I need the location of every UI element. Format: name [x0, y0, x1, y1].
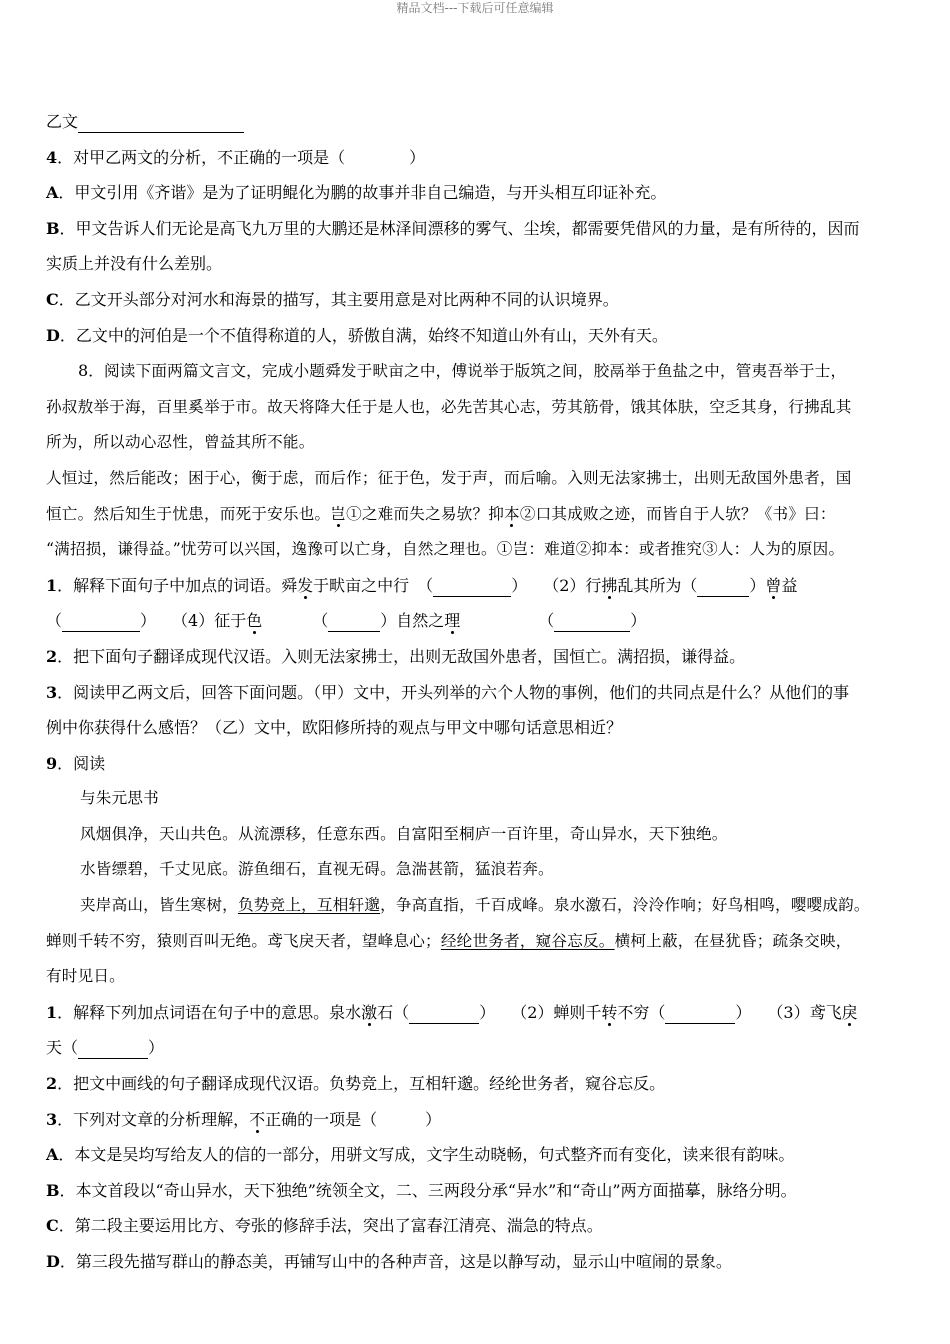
- answer-blank: [554, 609, 630, 632]
- question-text: ） （2）行: [511, 575, 602, 595]
- option-text: ．乙文中的河伯是一个不值得称道的人，骄傲自满，始终不知道山外有山，天外有天。: [59, 325, 668, 345]
- question-4: [46, 140, 916, 176]
- label-yiwen: 乙文: [46, 112, 79, 131]
- answer-blank: [62, 609, 140, 632]
- q9-option-b: [46, 1173, 916, 1209]
- question-number: 4: [46, 147, 58, 167]
- option-letter: C: [46, 289, 59, 309]
- q9-option-c: [46, 1208, 916, 1244]
- passage-line: [46, 888, 916, 924]
- answer-blank: [665, 1001, 735, 1024]
- option-text: ．第二段主要运用比方、夸张的修辞手法，突出了富春江清亮、湍急的特点。: [58, 1216, 603, 1236]
- q9-subquestion-2: [46, 1066, 916, 1102]
- question-text: ）: [630, 611, 647, 631]
- dotted-word: 曾: [765, 575, 782, 595]
- question-text: （: [312, 611, 329, 631]
- question-number: 2: [46, 1074, 58, 1094]
- page-header: 精品文档---下载后可任意编辑: [396, 1, 554, 15]
- passage-line: [46, 497, 916, 533]
- answer-blank: [78, 1036, 148, 1059]
- question-text: 于畎亩之中行 （: [313, 575, 434, 595]
- option-b-cont: [46, 246, 916, 282]
- question-text: （: [538, 611, 555, 631]
- question-text: ．下列对文章的分析理解，: [57, 1109, 250, 1129]
- question-text: 不穷（: [617, 1002, 666, 1022]
- question-number: 1: [46, 1002, 58, 1022]
- option-text: ．乙文开头部分对河水和海景的描写，其主要用意是对比两种不同的认识境界。: [58, 289, 619, 309]
- option-text: ．甲文告诉人们无论是高飞九万里的大鹏还是林泽间漂移的雾气、尘埃，都需要凭借风的力量，是有所待的，因而: [59, 218, 860, 238]
- question-text: ．阅读: [57, 753, 106, 773]
- dotted-word: 发: [297, 575, 314, 595]
- option-letter: B: [46, 1180, 60, 1200]
- option-text: 实质上并没有什么差别。: [46, 254, 223, 274]
- passage-line: 有时见日。: [46, 967, 125, 986]
- dotted-word: 激: [361, 1002, 378, 1022]
- passage-line: [46, 924, 916, 960]
- passage-line: 人恒过，然后能改；困于心，衡于虑，而后作；征于色，发于声，而后喻。入则无法家拂士，出则无敌国外患者，国: [46, 468, 852, 487]
- question-text: ．把文中画线的句子翻译成现代汉语。负势竞上，互相轩邈。经纶世务者，窥谷忘反。: [57, 1074, 666, 1094]
- answer-blank: [697, 574, 749, 597]
- subquestion-1-cont: [46, 603, 916, 639]
- question-text: ）自然之: [380, 611, 445, 631]
- dotted-word: 拂: [601, 575, 618, 595]
- subquestion-2: [46, 639, 916, 675]
- passage-line: 风烟俱净，天山共色。从流漂移，任意东西。自富阳至桐庐一百许里，奇山异水，天下独绝。: [80, 824, 728, 843]
- answer-blank: [328, 609, 380, 632]
- question-number: 3: [46, 1109, 58, 1129]
- line-yiwen: [46, 104, 916, 140]
- passage-text: ②口其成败之迹，而皆自于人欤？《书》曰：: [519, 504, 836, 523]
- option-c: [46, 282, 916, 318]
- document-body: [46, 104, 916, 1280]
- option-d: [46, 318, 916, 354]
- dotted-word: 本: [504, 504, 520, 523]
- passage-text: ．阅读下面两篇文言文，完成小题舜发于畎亩之中，傅说举于版筑之间，胶鬲举于鱼盐之中，管夷吾举于士，: [88, 362, 847, 381]
- question-text: （: [46, 611, 63, 631]
- passage-text: ，争高直指，千百成峰。泉水激石，泠泠作响；好鸟相鸣，嘤嘤成韵。: [380, 896, 870, 915]
- option-letter: A: [46, 183, 59, 203]
- question-text: ．解释下列加点词语在句子中的意思。泉水: [57, 1002, 362, 1022]
- answer-blank: [409, 1001, 479, 1024]
- dotted-word: 理: [444, 611, 461, 631]
- option-b: [46, 211, 916, 247]
- dotted-word: 不: [249, 1109, 266, 1129]
- underlined-sentence: 负势竞上，互相轩邈: [237, 896, 381, 915]
- option-letter: A: [46, 1145, 59, 1165]
- question-text: ） （2）蝉则千: [479, 1002, 602, 1022]
- q9-option-a: [46, 1137, 916, 1173]
- q9-option-d: [46, 1244, 916, 1280]
- option-text: ．第三段先描写群山的静态美，再铺写山中的各种声音，这是以静写动，显示山中喧闹的景象。: [59, 1252, 732, 1271]
- subquestion-3: [46, 675, 916, 711]
- question-text: ．阅读甲乙两文后，回答下面问题。（甲）文中，开头列举的六个人物的事例，他们的共同点是什么？从他们的事: [57, 682, 850, 702]
- option-a: [46, 175, 916, 211]
- subquestion-1: [46, 568, 916, 604]
- answer-blank: [433, 574, 511, 597]
- question-8: [46, 353, 916, 390]
- dotted-word: 色: [246, 611, 263, 631]
- question-text: ）: [148, 1038, 165, 1058]
- question-number: 9: [46, 753, 58, 773]
- question-number: 3: [46, 682, 58, 702]
- passage-text: 横柯上蔽，在昼犹昏；疏条交映，: [614, 931, 852, 950]
- question-text: ．对甲乙两文的分析，不正确的一项是（ ）: [57, 147, 426, 167]
- dotted-word: 转: [601, 1002, 618, 1022]
- question-text: ．把下面句子翻译成现代汉语。入则无法家拂士，出则无敌国外患者，国恒亡。满招损，谦得益。: [57, 646, 746, 666]
- answer-blank: [78, 110, 244, 133]
- passage-line: 水皆缥碧，千丈见底。游鱼细石，直视无碍。急湍甚箭，猛浪若奔。: [80, 860, 554, 879]
- dotted-word: 岂: [330, 504, 347, 523]
- passage-text: ①之难而失之易欤？抑: [346, 504, 505, 523]
- passage-text: 夹岸高山，皆生寒树，: [80, 896, 238, 915]
- question-text: ） （3）鸢飞: [735, 1002, 842, 1022]
- question-text: ） （4）征于: [140, 611, 247, 631]
- passage-text: 蝉则千转不穷，猿则百叫无绝。鸢飞戾天者，望峰息心；: [46, 931, 441, 950]
- q9-subquestion-3: [46, 1102, 916, 1138]
- passage-line: 孙叔敖举于海，百里奚举于市。故天将降大任于是人也，必先苦其心志，劳其筋骨，饿其体肤，空乏其身，行拂乱其: [46, 397, 852, 416]
- question-text: ．解释下面句子中加点的词语。舜: [57, 575, 298, 595]
- option-text: ．本文首段以“奇山异水，天下独绝”统领全文，二、三两段分承“异水”和“奇山”两方面描摹，脉络分明。: [59, 1180, 797, 1200]
- option-text: ．甲文引用《齐谐》是为了证明鲲化为鹏的故事并非自己编造，与开头相互印证补充。: [58, 183, 667, 203]
- question-text: ）: [749, 575, 766, 595]
- question-text: 益: [781, 575, 798, 595]
- question-text: 乱其所为（: [617, 575, 698, 595]
- dotted-word: 戾: [841, 1002, 858, 1022]
- question-text: 正确的一项是（ ）: [265, 1109, 442, 1129]
- question-number: 8: [78, 361, 89, 381]
- passage-line: 所为，所以动心忍性，曾益其所不能。: [46, 433, 315, 452]
- subquestion-3-cont: 例中你获得什么感悟？（乙）文中，欧阳修所持的观点与甲文中哪句话意思相近？: [46, 718, 623, 738]
- question-number: 1: [46, 575, 58, 595]
- option-letter: B: [46, 218, 60, 238]
- question-text: 天（: [46, 1038, 79, 1058]
- passage-line: “满招损，谦得益。”忧劳可以兴国，逸豫可以亡身，自然之理也。①岂：难道②抑本：或者推究③人：人为的原因。: [46, 540, 845, 559]
- option-text: ．本文是吴均写给友人的信的一部分，用骈文写成，文字生动晓畅，句式整齐而有变化，读来很有韵味。: [58, 1145, 795, 1165]
- q9-subquestion-1-cont: [46, 1030, 916, 1066]
- question-9: [46, 746, 916, 782]
- passage-text: 恒亡。然后知生于忧患，而死于安乐也。: [46, 504, 331, 523]
- option-letter: D: [46, 325, 60, 345]
- question-text: 石（: [377, 1002, 410, 1022]
- q9-subquestion-1: [46, 995, 916, 1031]
- question-number: 2: [46, 646, 58, 666]
- option-letter: C: [46, 1216, 59, 1236]
- passage-title: 与朱元思书: [80, 789, 159, 808]
- underlined-sentence: 经纶世务者，窥谷忘反。: [440, 931, 615, 950]
- option-letter: D: [46, 1252, 60, 1271]
